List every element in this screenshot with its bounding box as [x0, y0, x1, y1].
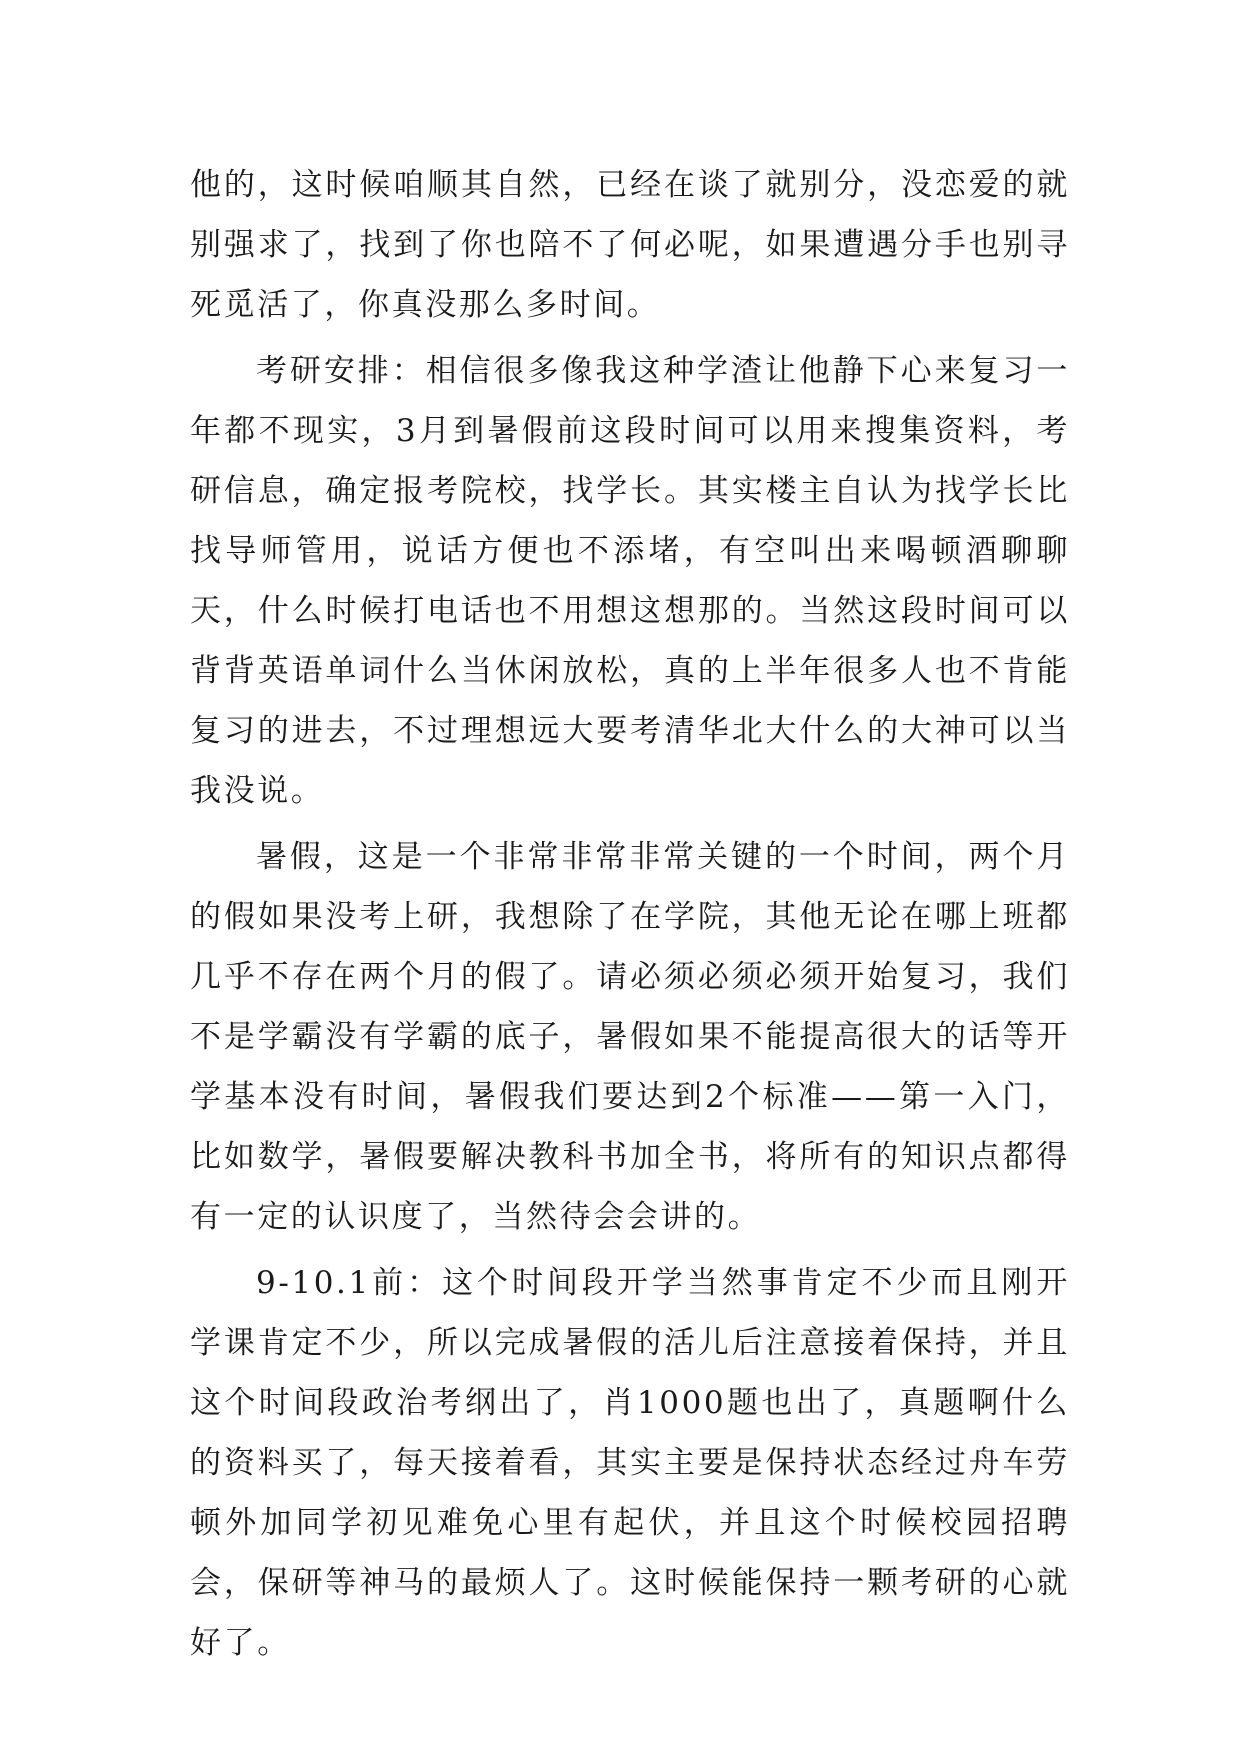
- paragraph-exam-schedule: 考研安排：相信很多像我这种学渣让他静下心来复习一年都不现实，3月到暑假前这段时间可以用来搜集资料，考研信息，确定报考院校，找学长。其实楼主自认为找学长比找导师管用，说话方便也不添堵，有空叫出来喝顿酒聊聊天，什么时候打电话也不用想这想那的。当然这段时间可以背背英语单词什么当休闲放松，真的上半年很多人也不肯能复习的进去，不过理想远大要考清华北大什么的大神可以当我没说。: [190, 353, 1070, 809]
- document-body: [190, 155, 1070, 1673]
- paragraph-september-october: 9-10.1前：这个时间段开学当然事肯定不少而且刚开学课肯定不少，所以完成暑假的活儿后注意接着保持，并且这个时间段政治考纲出了，肖1000题也出了，真题啊什么的资料买了，每天接着看，其实主要是保持状态经过舟车劳顿外加同学初见难免心里有起伏，并且这个时候校园招聘会，保研等神马的最烦人了。这时候能保持一颗考研的心就好了。: [190, 1265, 1070, 1661]
- paragraph-continuation: 他的，这时候咱顺其自然，已经在谈了就别分，没恋爱的就别强求了，找到了你也陪不了何必呢，如果遭遇分手也别寻死觅活了，你真没那么多时间。: [190, 167, 1070, 323]
- paragraph-summer-vacation: 暑假，这是一个非常非常非常关键的一个时间，两个月的假如果没考上研，我想除了在学院，其他无论在哪上班都几乎不存在两个月的假了。请必须必须必须开始复习，我们不是学霸没有学霸的底子，暑假如果不能提高很大的话等开学基本没有时间，暑假我们要达到2个标准——第一入门，比如数学，暑假要解决教科书加全书，将所有的知识点都得有一定的认识度了，当然待会会讲的。: [190, 839, 1070, 1235]
